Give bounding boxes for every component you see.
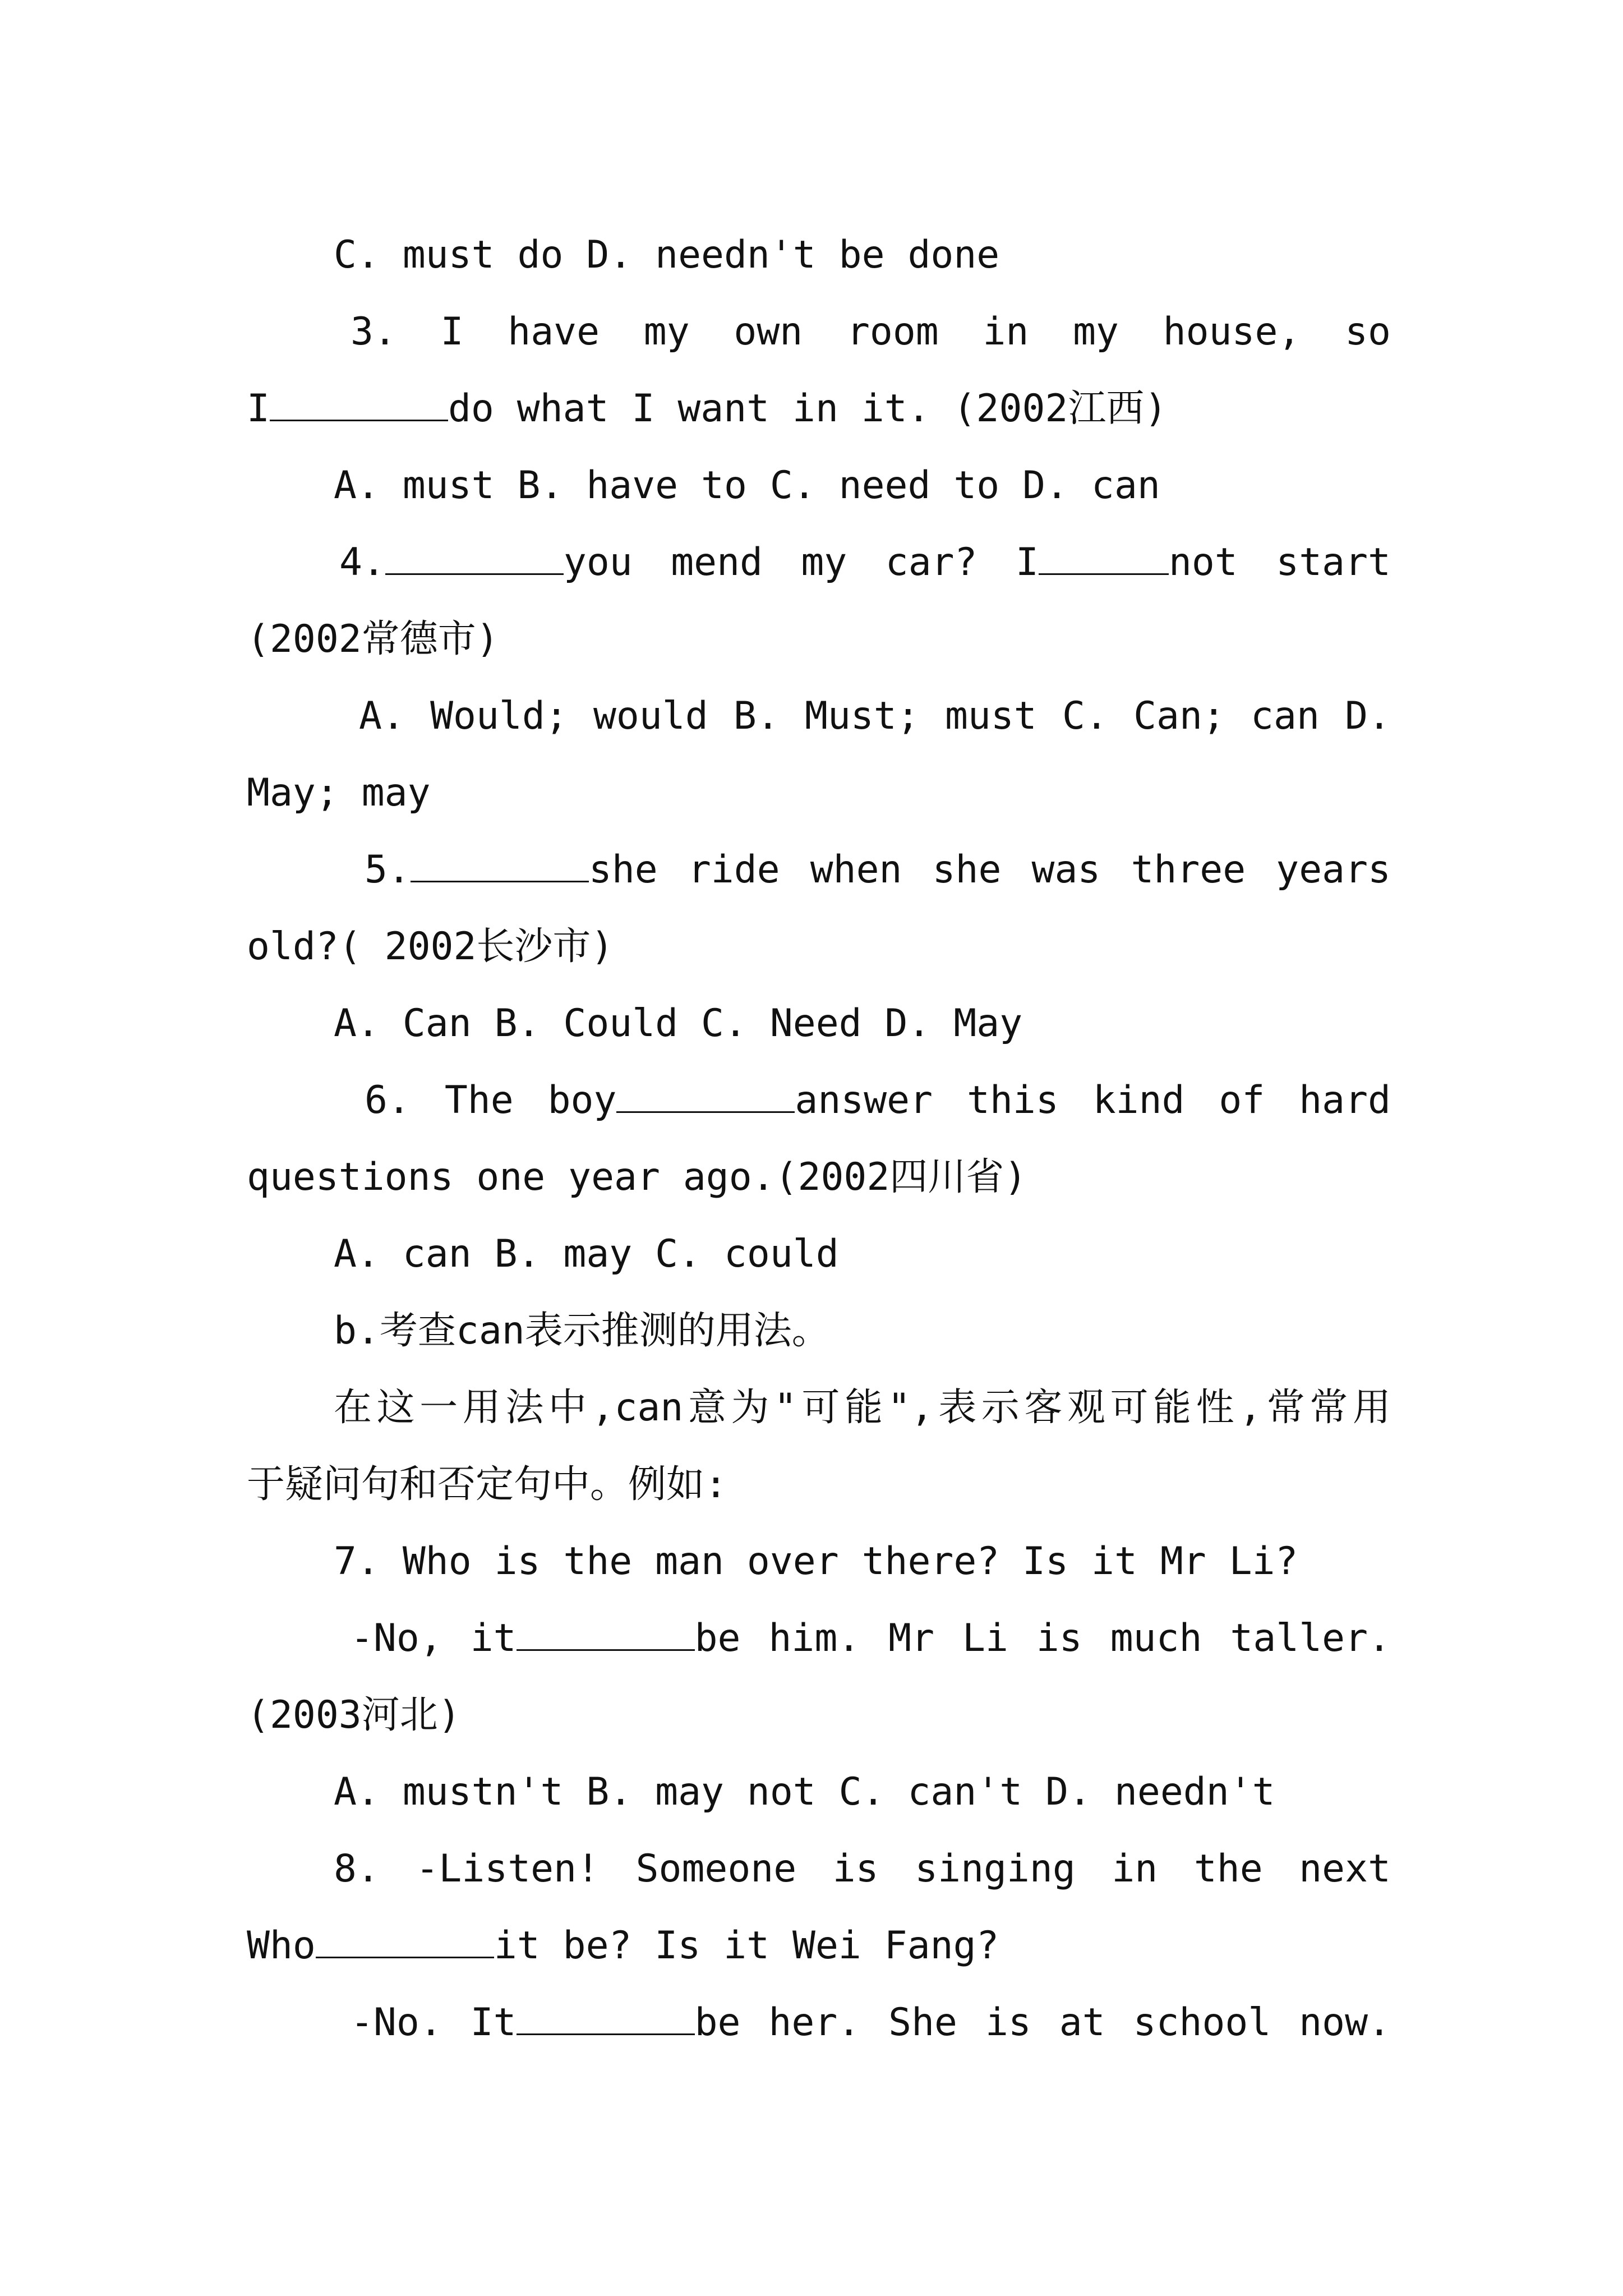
question-3-line-1 [247, 293, 1391, 370]
explanation-text: 在这一用法中,can意为"可能",表示客观可能性,常常用 [334, 1386, 1391, 1430]
question-5-line-2 [247, 908, 1391, 985]
answer-blank [411, 880, 589, 882]
question-text: 8. -Listen! Someone is singing in the next [334, 1847, 1391, 1891]
option-line-q3 [247, 447, 1391, 524]
document-page [247, 217, 1391, 2061]
option-line-q2 [247, 217, 1391, 293]
explanation-line-2 [247, 1446, 1391, 1523]
option-line-q4-2 [247, 754, 1391, 831]
question-8-line-3 [247, 1984, 1391, 2061]
question-6-line-2 [247, 1139, 1391, 1216]
answer-blank [517, 2033, 695, 2035]
question-8-line-2 [247, 1907, 1391, 1984]
option-text: A. Can B. Could C. Need D. May [334, 1001, 1023, 1046]
section-heading-b [247, 1292, 1391, 1369]
question-text: 6. The boy [365, 1078, 617, 1122]
question-3-line-2 [247, 370, 1391, 447]
question-8-line-1 [247, 1830, 1391, 1907]
question-text: 7. Who is the man over there? Is it Mr Li? [334, 1539, 1298, 1584]
explanation-text: 于疑问句和否定句中。例如: [247, 1462, 727, 1507]
question-7-line-3 [247, 1677, 1391, 1754]
option-text: A. mustn't B. may not C. can't D. needn't [334, 1770, 1275, 1814]
question-6-line-1 [247, 1062, 1391, 1139]
option-text: C. must do D. needn't be done [334, 233, 1000, 277]
answer-blank [1039, 573, 1169, 575]
question-text: old?( 2002长沙市) [247, 924, 614, 969]
question-text: 5. [365, 848, 411, 892]
option-text: A. Would; would B. Must; must C. Can; can D. [359, 694, 1391, 738]
question-5-line-1 [247, 831, 1391, 908]
option-text: A. can B. may C. could [334, 1232, 839, 1276]
answer-blank [385, 573, 564, 575]
question-4-line-1 [247, 524, 1391, 601]
source-note: (2003河北) [247, 1693, 461, 1737]
question-7-line-1 [247, 1523, 1391, 1600]
explanation-line-1 [247, 1369, 1391, 1446]
question-text: answer this kind of hard [795, 1078, 1391, 1122]
option-text: May; may [247, 771, 431, 815]
option-line-q6 [247, 1216, 1391, 1292]
option-line-q5 [247, 985, 1391, 1062]
question-7-line-2 [247, 1600, 1391, 1677]
answer-blank [316, 1956, 494, 1958]
question-text: questions one year ago.(2002四川省) [247, 1155, 1027, 1199]
question-text: be him. Mr Li is much taller. [694, 1616, 1391, 1660]
answer-blank [517, 1649, 695, 1651]
question-text: 3. I have my own room in my house, so [351, 310, 1391, 354]
question-text: she ride when she was three years [588, 848, 1391, 892]
question-text: you mend my car? I [563, 540, 1039, 585]
question-text: Who [247, 1924, 316, 1968]
answer-blank [270, 419, 448, 421]
question-text: it be? Is it Wei Fang? [494, 1924, 999, 1968]
option-line-q7 [247, 1754, 1391, 1830]
question-text: be her. She is at school now. [694, 2000, 1391, 2045]
question-text: 4. [339, 540, 385, 585]
option-text: A. must B. have to C. need to D. can [334, 463, 1160, 508]
section-heading-text: b.考查can表示推测的用法。 [334, 1309, 830, 1353]
answer-blank [616, 1111, 795, 1113]
question-text: I [247, 386, 270, 431]
question-text: -No. It [351, 2000, 517, 2045]
source-note: (2002常德市) [247, 617, 499, 661]
option-line-q4-1 [247, 678, 1391, 754]
question-4-line-2 [247, 601, 1391, 678]
question-text: not start [1168, 540, 1391, 585]
question-text: do what I want in it. (2002江西) [448, 386, 1168, 431]
question-text: -No, it [351, 1616, 517, 1660]
